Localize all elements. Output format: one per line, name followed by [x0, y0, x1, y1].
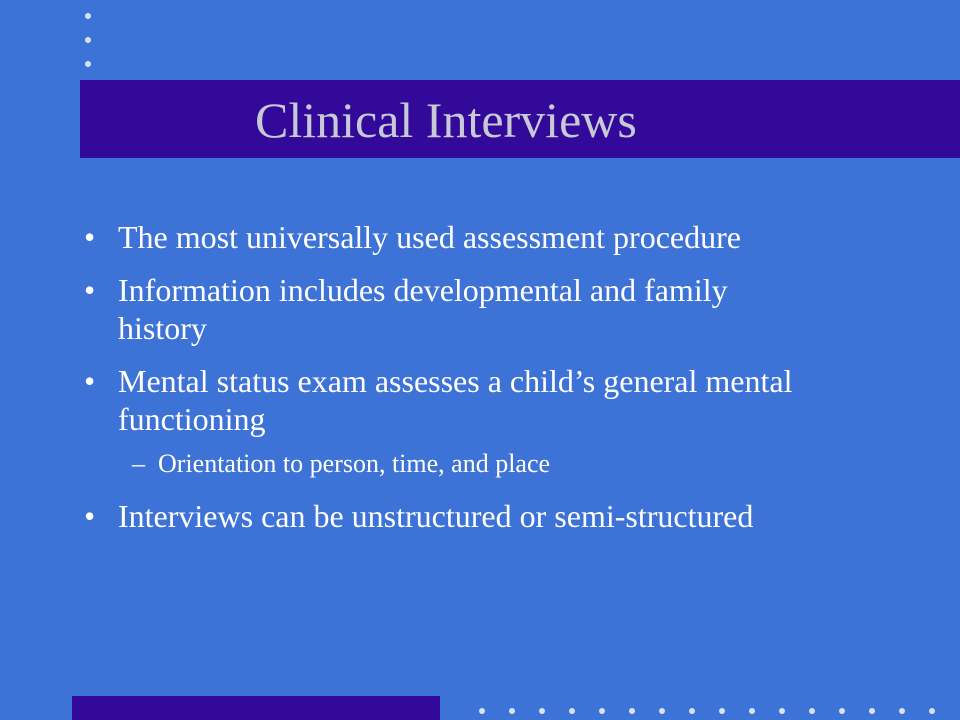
- decorative-dot: [869, 708, 875, 714]
- decorative-dot: [839, 708, 845, 714]
- decorative-dot: [85, 37, 91, 43]
- decorative-dot: [629, 708, 635, 714]
- decorative-dot: [689, 708, 695, 714]
- bullet-item: [80, 271, 820, 347]
- decorative-dot: [719, 708, 725, 714]
- bullet-item: [80, 362, 820, 438]
- bullet-item: [80, 218, 820, 256]
- bullet-marker: •: [84, 272, 96, 308]
- bullet-item: [80, 497, 820, 535]
- footer-bar: [72, 696, 440, 720]
- decorative-dot: [929, 708, 935, 714]
- sub-bullet-text: Orientation to person, time, and place: [158, 449, 551, 478]
- bullet-text: Interviews can be unstructured or semi-structured: [118, 498, 754, 534]
- decorative-dot: [85, 61, 91, 67]
- slide-title: Clinical Interviews: [255, 92, 637, 148]
- bullet-marker: •: [84, 498, 96, 534]
- decorative-dot: [569, 708, 575, 714]
- bullet-text: Information includes developmental and family history: [118, 272, 728, 346]
- bullet-text: Mental status exam assesses a child’s general mental functioning: [118, 363, 793, 437]
- decorative-dot: [599, 708, 605, 714]
- bullet-list: [80, 218, 820, 550]
- decorative-dot: [779, 708, 785, 714]
- decorative-dot: [809, 708, 815, 714]
- decorative-dot: [539, 708, 545, 714]
- sub-bullet-marker: –: [132, 449, 145, 478]
- decorative-dot: [509, 708, 515, 714]
- decorative-dot: [479, 708, 485, 714]
- decorative-dot: [749, 708, 755, 714]
- decorative-dot: [85, 13, 91, 19]
- bullet-marker: •: [84, 219, 96, 255]
- bullet-marker: •: [84, 363, 96, 399]
- sub-bullet-item: [80, 449, 820, 479]
- bullet-text: The most universally used assessment procedure: [118, 219, 741, 255]
- decorative-dot: [659, 708, 665, 714]
- decorative-dot: [899, 708, 905, 714]
